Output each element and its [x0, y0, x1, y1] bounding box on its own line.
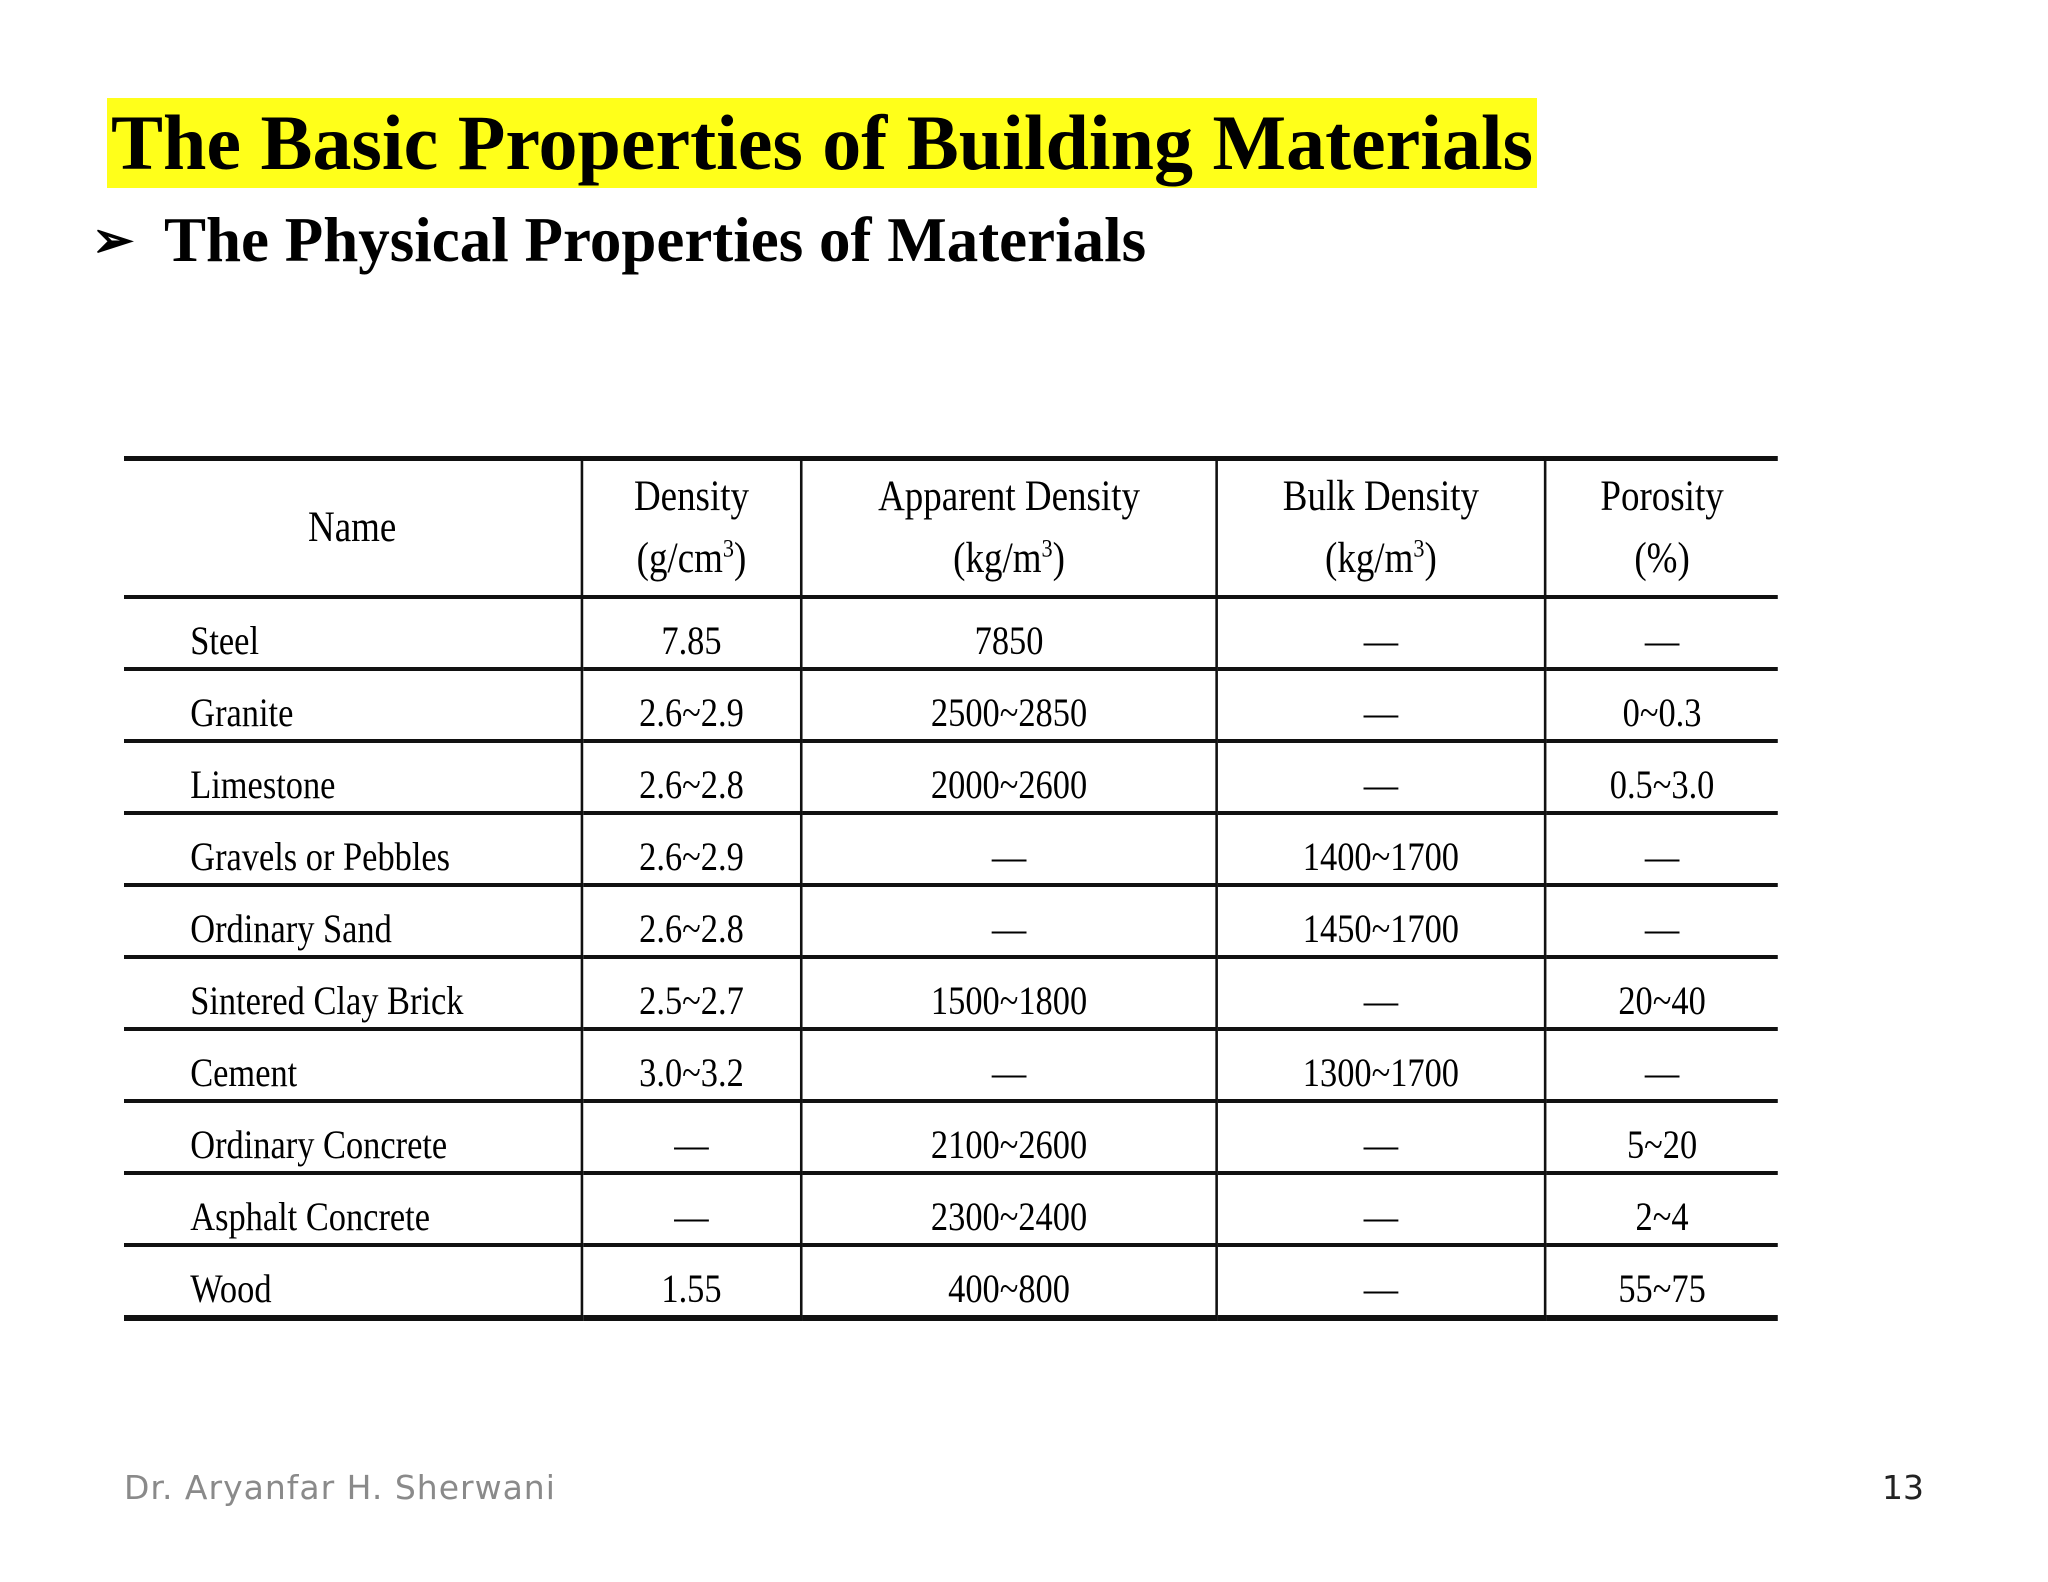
- cell-porosity: —: [1545, 813, 1778, 885]
- cell-density: 2.5~2.7: [582, 957, 802, 1029]
- cell-bulk-density: —: [1217, 1245, 1545, 1318]
- header-bulk-density: Bulk Density $(kg/m^3)$: [1217, 459, 1545, 598]
- cell-name: Granite: [124, 669, 582, 741]
- subtitle-row: [92, 200, 1146, 280]
- cell-name: Ordinary Sand: [124, 885, 582, 957]
- cell-apparent-density: 400~800: [801, 1245, 1216, 1318]
- table-row: [124, 1173, 1778, 1245]
- cell-porosity: —: [1545, 597, 1778, 669]
- table-row: [124, 1029, 1778, 1101]
- table-header-row: [124, 459, 1778, 598]
- cell-bulk-density: 1300~1700: [1217, 1029, 1545, 1101]
- cell-apparent-density: 2500~2850: [801, 669, 1216, 741]
- footer-author: Dr. Aryanfar H. Sherwani: [124, 1468, 556, 1507]
- header-density: Density $(g/cm^3)$: [582, 459, 802, 598]
- cell-porosity: 0~0.3: [1545, 669, 1778, 741]
- cell-bulk-density: 1400~1700: [1217, 813, 1545, 885]
- cell-apparent-density: 2100~2600: [801, 1101, 1216, 1173]
- cell-bulk-density: —: [1217, 669, 1545, 741]
- cell-apparent-density: —: [801, 1029, 1216, 1101]
- table-row: [124, 1245, 1778, 1318]
- slide-subtitle: The Physical Properties of Materials: [164, 204, 1147, 275]
- table-row: [124, 813, 1778, 885]
- cell-porosity: 55~75: [1545, 1245, 1778, 1318]
- slide-title: The Basic Properties of Building Materials: [107, 98, 1537, 188]
- cell-porosity: 2~4: [1545, 1173, 1778, 1245]
- page-number: 13: [1882, 1468, 1924, 1507]
- cell-name: Ordinary Concrete: [124, 1101, 582, 1173]
- cell-porosity: —: [1545, 885, 1778, 957]
- cell-bulk-density: —: [1217, 1173, 1545, 1245]
- cell-porosity: 20~40: [1545, 957, 1778, 1029]
- table-row: [124, 741, 1778, 813]
- cell-density: —: [582, 1173, 802, 1245]
- cell-name: Wood: [124, 1245, 582, 1318]
- table-row: [124, 669, 1778, 741]
- cell-bulk-density: —: [1217, 741, 1545, 813]
- cell-density: 2.6~2.8: [582, 741, 802, 813]
- cell-porosity: 0.5~3.0: [1545, 741, 1778, 813]
- cell-apparent-density: 2300~2400: [801, 1173, 1216, 1245]
- cell-bulk-density: —: [1217, 957, 1545, 1029]
- cell-porosity: —: [1545, 1029, 1778, 1101]
- table-row: [124, 957, 1778, 1029]
- cell-apparent-density: 7850: [801, 597, 1216, 669]
- table-row: [124, 1101, 1778, 1173]
- cell-name: Gravels or Pebbles: [124, 813, 582, 885]
- cell-bulk-density: 1450~1700: [1217, 885, 1545, 957]
- cell-name: Sintered Clay Brick: [124, 957, 582, 1029]
- header-porosity: Porosity (%): [1545, 459, 1778, 598]
- arrow-bullet-icon: ➢: [92, 212, 134, 268]
- cell-name: Steel: [124, 597, 582, 669]
- header-name: Name: [307, 504, 397, 551]
- cell-name: Cement: [124, 1029, 582, 1101]
- cell-density: 3.0~3.2: [582, 1029, 802, 1101]
- cell-density: 1.55: [582, 1245, 802, 1318]
- cell-name: Asphalt Concrete: [124, 1173, 582, 1245]
- cell-density: —: [582, 1101, 802, 1173]
- cell-apparent-density: —: [801, 885, 1216, 957]
- cell-apparent-density: —: [801, 813, 1216, 885]
- cell-apparent-density: 1500~1800: [801, 957, 1216, 1029]
- material-properties-table: [124, 456, 1778, 1321]
- cell-density: 2.6~2.9: [582, 813, 802, 885]
- cell-density: 2.6~2.8: [582, 885, 802, 957]
- cell-density: 2.6~2.9: [582, 669, 802, 741]
- cell-name: Limestone: [124, 741, 582, 813]
- table-row: [124, 597, 1778, 669]
- cell-bulk-density: —: [1217, 1101, 1545, 1173]
- cell-apparent-density: 2000~2600: [801, 741, 1216, 813]
- cell-density: 7.85: [582, 597, 802, 669]
- header-apparent-density: Apparent Density $(kg/m^3)$: [801, 459, 1216, 598]
- table-row: [124, 885, 1778, 957]
- cell-porosity: 5~20: [1545, 1101, 1778, 1173]
- cell-bulk-density: —: [1217, 597, 1545, 669]
